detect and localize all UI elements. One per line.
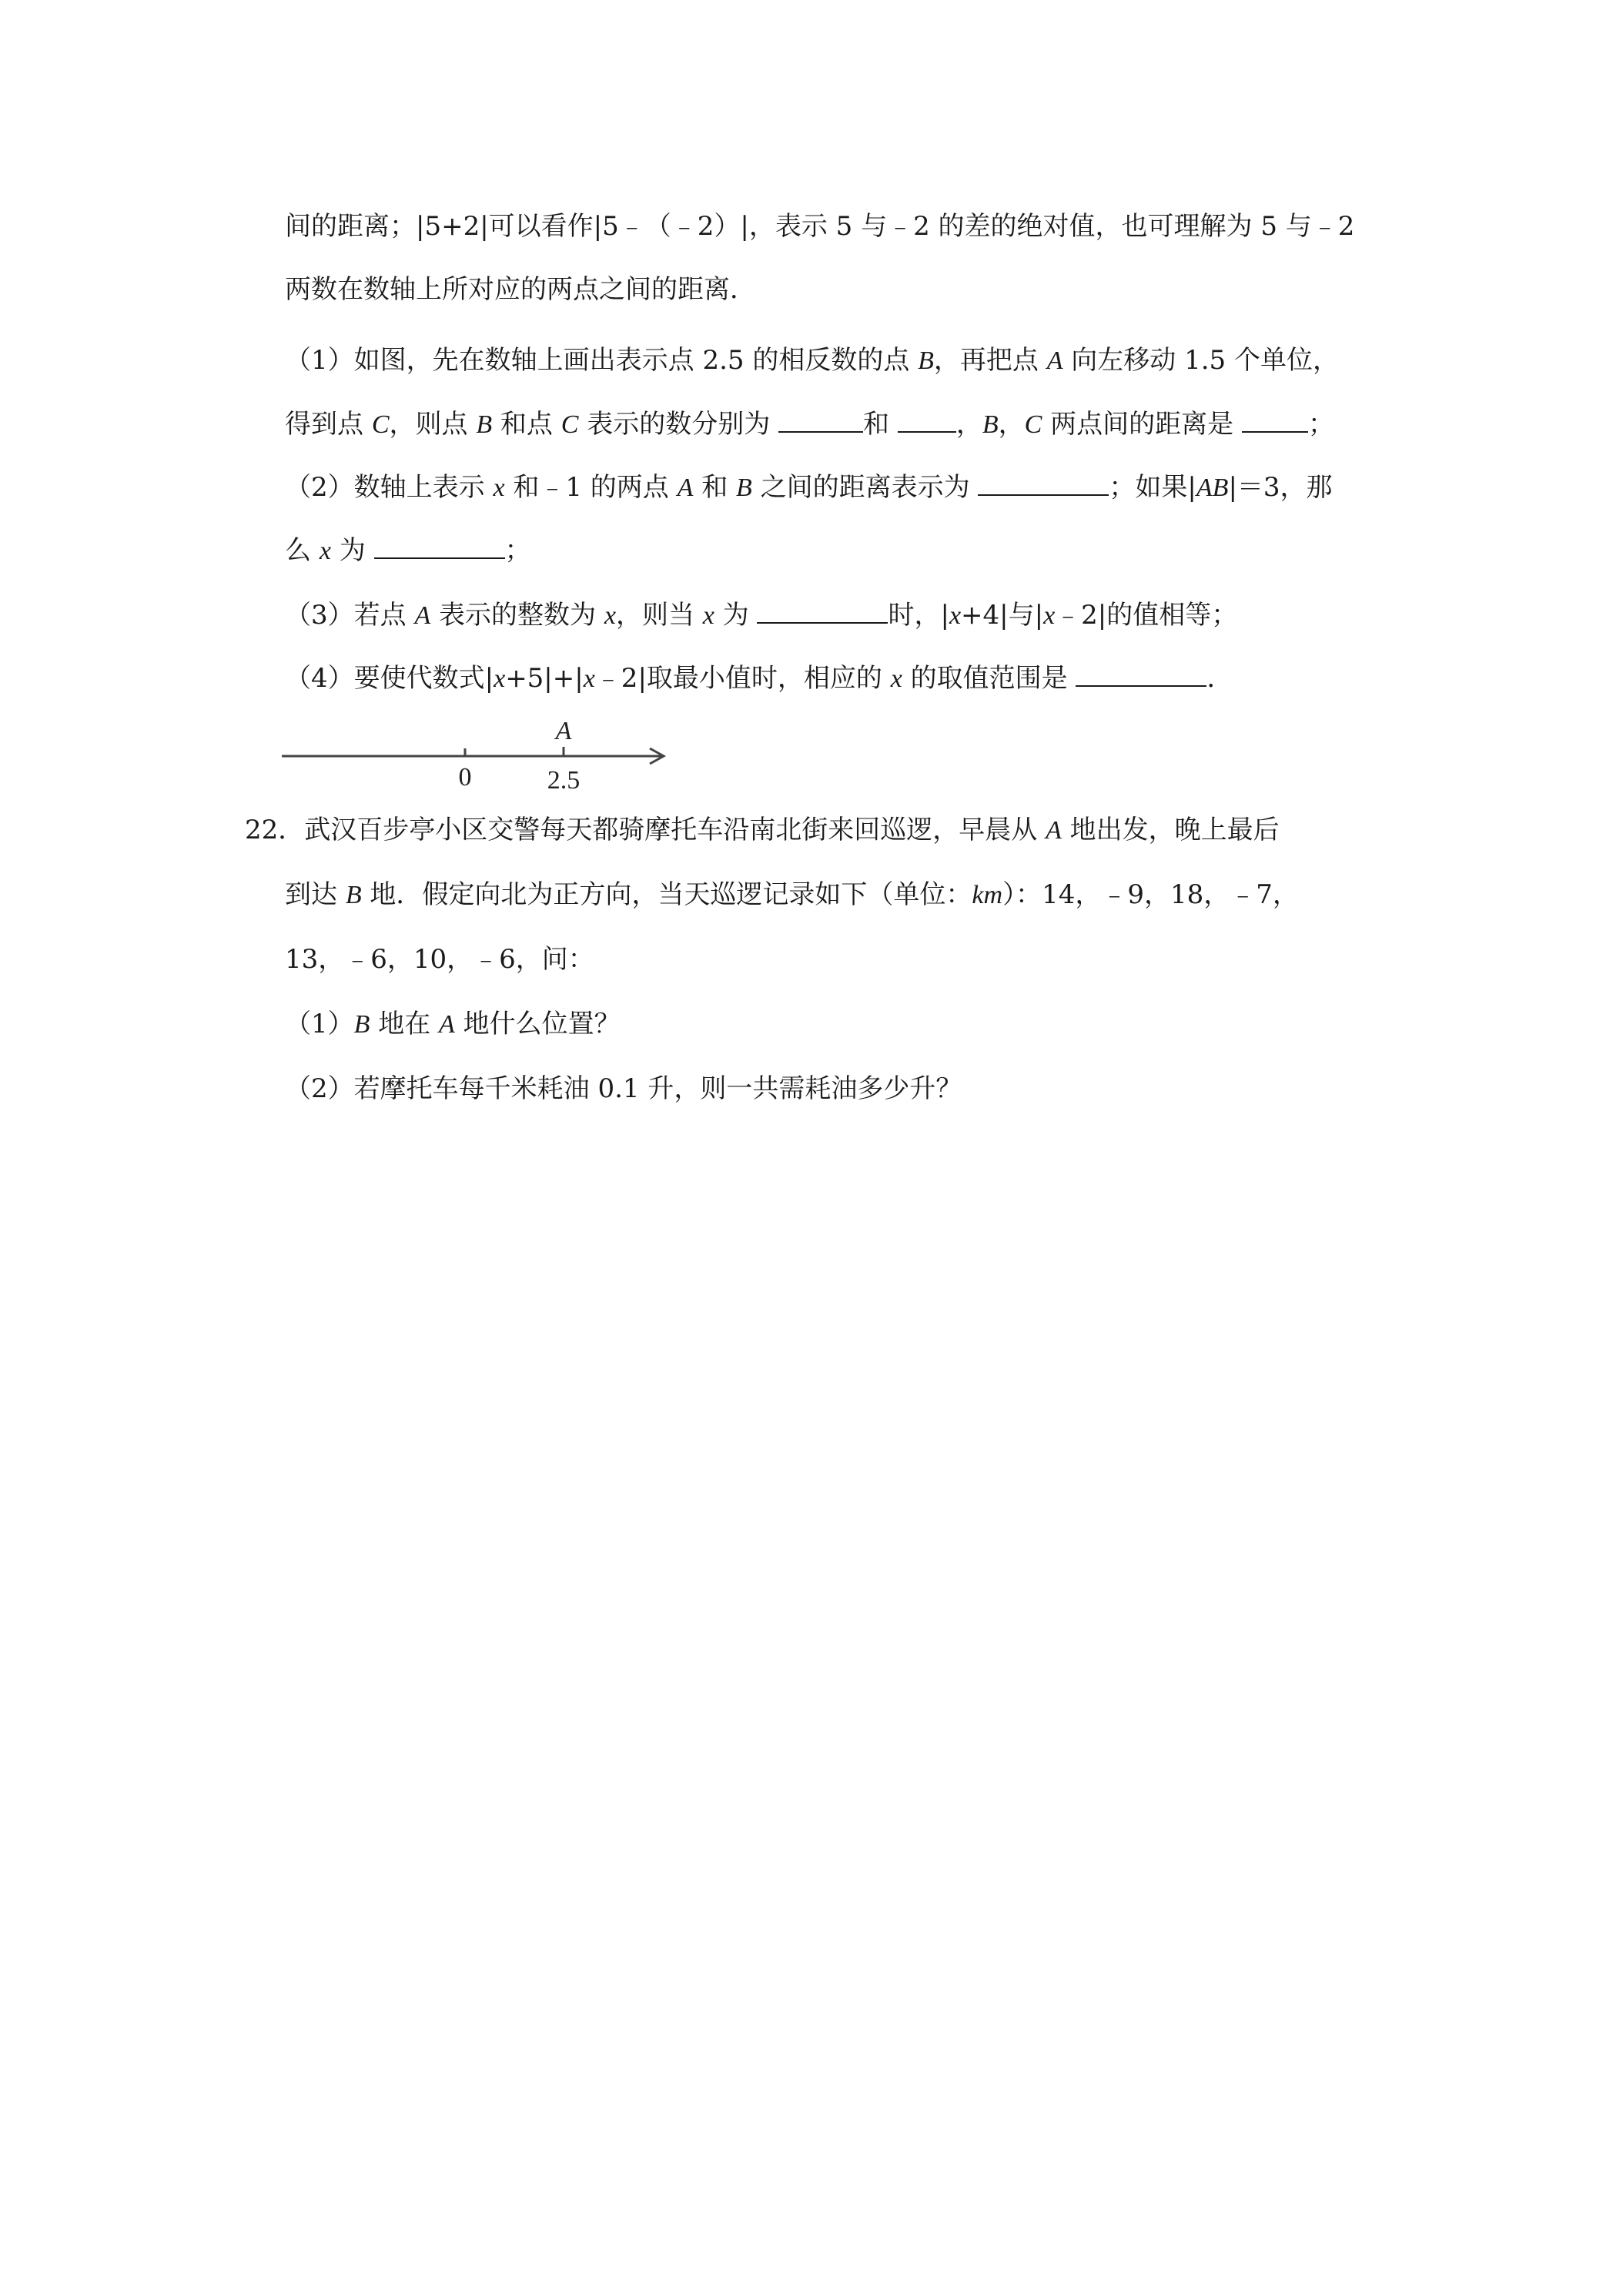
text: ，则当 bbox=[615, 600, 703, 631]
text: 表示的整数为 bbox=[430, 600, 604, 631]
text: 地在 bbox=[370, 1009, 440, 1039]
text: 表示的数分别为 bbox=[578, 409, 779, 440]
intro-line-2 bbox=[285, 274, 756, 305]
var-x: x bbox=[319, 537, 331, 565]
text: 为 bbox=[330, 535, 374, 566]
var-B: B bbox=[736, 474, 752, 502]
text: 为 bbox=[714, 600, 758, 631]
var-B: B bbox=[345, 881, 362, 909]
var-B: B bbox=[476, 410, 493, 439]
var-x: x bbox=[949, 601, 962, 630]
text: ， bbox=[955, 409, 982, 440]
text: 和点 bbox=[492, 409, 561, 440]
var-AB: AB bbox=[1196, 474, 1229, 502]
var-x: x bbox=[702, 601, 714, 630]
var-x: x bbox=[604, 601, 616, 630]
var-A: A bbox=[414, 601, 431, 630]
q21-part3 bbox=[285, 599, 1237, 631]
var-B: B bbox=[353, 1010, 370, 1039]
var-x: x bbox=[1043, 601, 1056, 630]
text: 向左移动 1.5 个单位， bbox=[1062, 345, 1339, 376]
text: ）：14，﹣9，18，﹣7， bbox=[1002, 879, 1299, 910]
var-C: C bbox=[1024, 410, 1042, 439]
q21-part4 bbox=[285, 662, 1233, 694]
text: ，再把点 bbox=[933, 345, 1047, 376]
text: ﹣2|取最小值时，相应的 bbox=[594, 663, 891, 694]
text: 两点间的距离是 bbox=[1042, 409, 1242, 440]
var-C: C bbox=[561, 410, 579, 439]
text: 的取值范围是 bbox=[902, 663, 1076, 694]
text: （3）若点 bbox=[285, 600, 415, 631]
text: 么 bbox=[285, 535, 320, 566]
var-A: A bbox=[439, 1010, 455, 1039]
var-B: B bbox=[982, 410, 999, 439]
text: ， bbox=[998, 409, 1025, 440]
text: 到达 bbox=[285, 879, 346, 910]
point-a-label: A bbox=[555, 717, 572, 745]
var-C: C bbox=[371, 410, 390, 439]
text: ； bbox=[1307, 409, 1334, 440]
text: ，则点 bbox=[389, 409, 477, 440]
tick-zero-label: 0 bbox=[458, 763, 472, 792]
text: （2）若摩托车每千米耗油 0.1 升，则一共需耗油多少升？ bbox=[285, 1073, 962, 1104]
var-x: x bbox=[583, 664, 595, 693]
text: 时，| bbox=[888, 600, 949, 631]
text: 和 bbox=[693, 472, 737, 503]
text: 和 bbox=[863, 409, 898, 440]
q21-part1-line1 bbox=[285, 345, 1339, 377]
intro-line-1 bbox=[285, 211, 1354, 242]
text: 和﹣1 的两点 bbox=[504, 472, 678, 503]
number-line-figure bbox=[279, 708, 679, 793]
text: +4|与| bbox=[961, 600, 1044, 631]
q22-sub1 bbox=[285, 1009, 621, 1040]
text: ； bbox=[504, 535, 531, 566]
text: 得到点 bbox=[285, 409, 372, 440]
var-x: x bbox=[493, 474, 505, 502]
q22-line3 bbox=[285, 944, 594, 975]
answer-blank-4[interactable] bbox=[978, 471, 1109, 496]
text: （1）如图，先在数轴上画出表示点 2.5 的相反数的点 bbox=[285, 345, 919, 376]
text: ． bbox=[1206, 663, 1233, 694]
answer-blank-7[interactable] bbox=[1076, 662, 1206, 687]
q22-line2 bbox=[285, 879, 1299, 911]
intro-text-1: 间的距离；|5+2|可以看作|5﹣（﹣2）|，表示 5 与﹣2 的差的绝对值，也可理解为 5 与﹣2 bbox=[285, 211, 1355, 242]
intro-text-2: 两数在数轴上所对应的两点之间的距离． bbox=[285, 274, 756, 305]
text: （4）要使代数式| bbox=[285, 663, 494, 694]
answer-blank-2[interactable] bbox=[898, 408, 956, 433]
text: 13，﹣6，10，﹣6，问： bbox=[285, 944, 594, 975]
var-x: x bbox=[890, 664, 902, 693]
tick-a-label: 2.5 bbox=[547, 766, 581, 793]
unit-km: km bbox=[972, 881, 1003, 909]
var-A: A bbox=[1046, 816, 1062, 845]
var-A: A bbox=[1046, 346, 1063, 375]
q21-part2-line1 bbox=[285, 471, 1333, 504]
var-A: A bbox=[677, 474, 694, 502]
text: 地出发，晚上最后 bbox=[1061, 815, 1280, 845]
text: 22．武汉百步亭小区交警每天都骑摩托车沿南北街来回巡逻，早晨从 bbox=[245, 815, 1046, 845]
q22-sub2 bbox=[285, 1073, 962, 1104]
var-B: B bbox=[918, 346, 934, 375]
text: ；如果| bbox=[1109, 472, 1196, 503]
q21-part1-line2 bbox=[285, 408, 1334, 440]
q22-line1 bbox=[245, 815, 1280, 846]
answer-blank-5[interactable] bbox=[374, 534, 505, 559]
answer-blank-3[interactable] bbox=[1242, 408, 1308, 433]
q21-part2-line2 bbox=[285, 534, 531, 567]
text: （2）数轴上表示 bbox=[285, 472, 494, 503]
text: （1） bbox=[285, 1009, 354, 1039]
answer-blank-6[interactable] bbox=[757, 599, 888, 624]
var-x: x bbox=[494, 664, 506, 693]
text: 地．假定向北为正方向，当天巡逻记录如下（单位： bbox=[361, 879, 972, 910]
text: 地什么位置？ bbox=[454, 1009, 621, 1039]
text: |＝3，那 bbox=[1228, 472, 1333, 503]
text: 之间的距离表示为 bbox=[751, 472, 979, 503]
text: +5|+| bbox=[505, 663, 584, 694]
text: ﹣2|的值相等； bbox=[1055, 600, 1238, 631]
answer-blank-1[interactable] bbox=[778, 408, 863, 433]
